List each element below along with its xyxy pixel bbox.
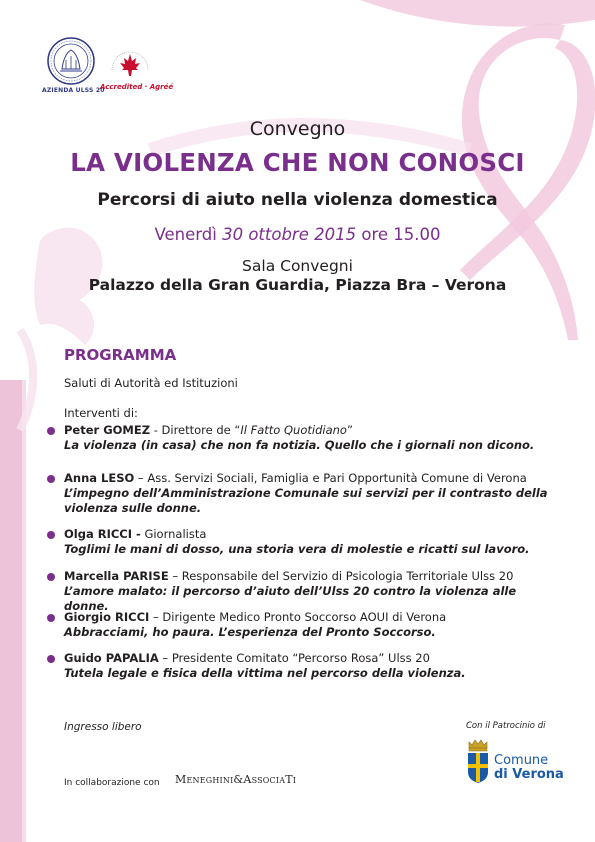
speaker-item bbox=[64, 569, 564, 613]
speaker-talk: Tutela legale e fisica della vittima nel percorso della violenza. bbox=[64, 666, 466, 680]
free-entry-note: Ingresso libero bbox=[64, 721, 142, 733]
venue-room: Sala Convegni bbox=[242, 257, 353, 275]
ulss-seal-icon bbox=[46, 36, 96, 86]
speaker-name: Peter GOMEZ bbox=[64, 423, 151, 437]
event-subtitle: Percorsi di aiuto nella violenza domestica bbox=[97, 190, 498, 210]
speaker-item bbox=[64, 610, 564, 651]
comune-line2: di Verona bbox=[494, 767, 564, 782]
speaker-role: – Responsabile del Servizio di Psicologia Territoriale Ulss 20 bbox=[168, 569, 514, 583]
speaker-talk: L’impegno dell’Amministrazione Comunale sui servizi per il contrasto della violenza sulle donne. bbox=[64, 486, 548, 515]
speaker-role-line bbox=[64, 527, 564, 542]
comune-verona-logo bbox=[494, 754, 564, 782]
meneghini-logo: Meneghini&AssociaTi bbox=[175, 773, 297, 786]
speaker-name: Marcella PARISE bbox=[64, 569, 169, 583]
program-speakers-label: Interventi di: bbox=[64, 406, 138, 420]
program-greetings: Saluti di Autorità ed Istituzioni bbox=[64, 376, 238, 390]
event-type: Convegno bbox=[249, 118, 346, 140]
speaker-role-line bbox=[64, 569, 564, 584]
accredited-caption: Accredited · Agréé bbox=[100, 83, 174, 91]
accredited-logo bbox=[100, 48, 174, 91]
program-heading: PROGRAMMA bbox=[64, 346, 177, 364]
comune-line1: Comune bbox=[494, 753, 549, 768]
speaker-role: Giornalista bbox=[140, 527, 207, 541]
collaboration-label: In collaborazione con bbox=[64, 778, 160, 788]
speaker-item bbox=[64, 471, 564, 527]
date-time: ore 15.00 bbox=[361, 225, 441, 244]
speaker-talk: La violenza (in casa) che non fa notizia. Quello che i giornali non dicono. bbox=[64, 438, 535, 452]
speaker-role: – Dirigente Medico Pronto Soccorso AOUI di Verona bbox=[149, 610, 447, 624]
speaker-role: – Presidente Comitato “Percorso Rosa” Ulss 20 bbox=[158, 651, 430, 665]
patronage-label: Con il Patrocinio di bbox=[466, 721, 546, 731]
maple-leaf-icon bbox=[108, 48, 152, 84]
date-day-month: 30 ottobre 2015 bbox=[222, 225, 357, 244]
speaker-role-line bbox=[64, 651, 564, 666]
speaker-name: Anna LESO bbox=[64, 471, 135, 485]
speaker-role: - Direttore de “ bbox=[150, 423, 241, 437]
event-date bbox=[0, 225, 595, 244]
date-day: Venerdì bbox=[154, 225, 217, 244]
speaker-role-end: ” bbox=[346, 423, 353, 437]
speaker-name: Olga RICCI - bbox=[64, 527, 141, 541]
ulss-logo bbox=[42, 36, 105, 94]
event-title: LA VIOLENZA CHE NON CONOSCI bbox=[70, 148, 525, 177]
speaker-talk: L’amore malato: il percorso d’aiuto dell’Ulss 20 contro la violenza alle donne. bbox=[64, 584, 517, 613]
bullet-icon bbox=[47, 427, 55, 435]
bullet-icon bbox=[47, 614, 55, 622]
bullet-icon bbox=[47, 531, 55, 539]
speaker-talk: Toglimi le mani di dosso, una storia vera di molestie e ricatti sul lavoro. bbox=[64, 542, 530, 556]
venue-place: Palazzo della Gran Guardia, Piazza Bra – Verona bbox=[88, 276, 507, 294]
ulss-caption: AZIENDA ULSS 20 bbox=[42, 87, 105, 94]
speaker-role-publication: Il Fatto Quotidiano bbox=[240, 423, 347, 437]
bullet-icon bbox=[47, 655, 55, 663]
speaker-talk: Abbracciami, ho paura. L’esperienza del Pronto Soccorso. bbox=[64, 625, 436, 639]
bullet-icon bbox=[47, 475, 55, 483]
speaker-item bbox=[64, 423, 564, 471]
speaker-name: Guido PAPALIA bbox=[64, 651, 159, 665]
speaker-role-line bbox=[64, 471, 564, 486]
speaker-item bbox=[64, 527, 564, 569]
speaker-list bbox=[64, 423, 564, 681]
speaker-name: Giorgio RICCI bbox=[64, 610, 150, 624]
bullet-icon bbox=[47, 573, 55, 581]
speaker-role-line bbox=[64, 423, 564, 438]
speaker-item bbox=[64, 651, 564, 681]
speaker-role: – Ass. Servizi Sociali, Famiglia e Pari Opportunità Comune di Verona bbox=[134, 471, 527, 485]
verona-coat-of-arms-icon bbox=[466, 738, 490, 784]
speaker-role-line bbox=[64, 610, 564, 625]
